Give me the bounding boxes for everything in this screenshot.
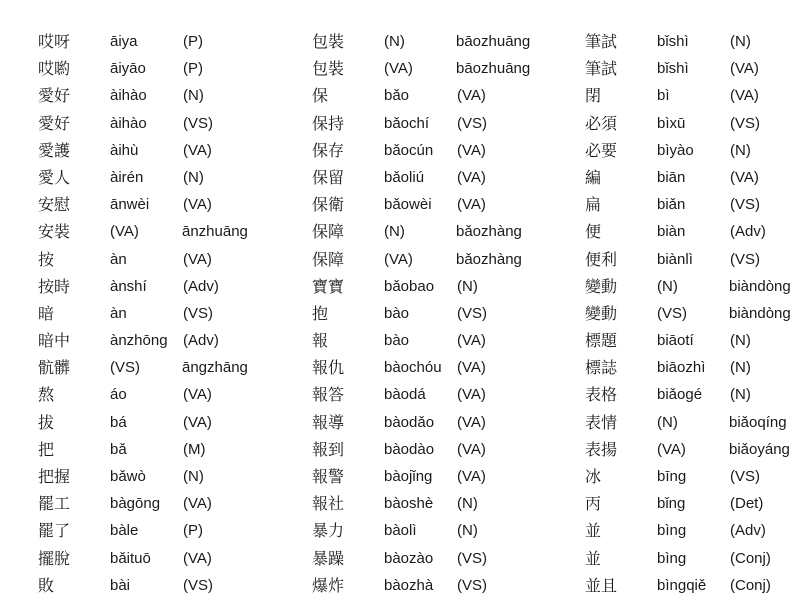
entry-part-of-speech: (N) — [730, 332, 751, 350]
entry-chinese: 哎喲 — [38, 59, 71, 79]
vocab-entry — [312, 113, 522, 140]
entry-pinyin: ānzhuāng — [182, 223, 248, 241]
entry-chinese: 變動 — [585, 303, 618, 323]
vocab-entry — [312, 575, 522, 602]
vocab-entry — [312, 520, 522, 547]
entry-part-of-speech: (VS) — [730, 468, 760, 485]
vocab-entry — [312, 548, 522, 575]
entry-pinyin: bǎochí — [384, 114, 430, 132]
vocab-entry — [585, 113, 795, 140]
vocab-entry — [38, 276, 248, 303]
entry-chinese: 包裝 — [312, 32, 345, 51]
entry-pinyin-group — [657, 276, 791, 298]
entry-chinese: 爆炸 — [312, 575, 345, 595]
entry-pinyin: àihào — [110, 114, 147, 132]
entry-chinese: 愛好 — [38, 86, 71, 106]
entry-pinyin: biànlì — [657, 250, 693, 268]
entry-part-of-speech: (VS) — [730, 114, 760, 132]
entry-part-of-speech: (Adv) — [183, 332, 219, 350]
entry-part-of-speech: (VS) — [657, 304, 687, 322]
entry-pinyin: bàolì — [384, 522, 417, 540]
vocab-entry — [585, 85, 795, 112]
entry-chinese: 擺脫 — [38, 548, 71, 568]
vocab-entry — [585, 58, 795, 85]
entry-chinese: 熬 — [38, 385, 55, 405]
entry-pinyin-group — [384, 58, 531, 80]
entry-pinyin: bàle — [110, 522, 139, 540]
entry-chinese: 必須 — [585, 113, 618, 133]
entry-part-of-speech: (VA) — [730, 168, 759, 186]
entry-pinyin: biàn — [657, 223, 686, 241]
entry-part-of-speech: (VA) — [384, 60, 413, 78]
entry-chinese: 表情 — [585, 412, 618, 432]
entry-part-of-speech: (VA) — [183, 386, 212, 404]
entry-chinese: 愛人 — [38, 167, 71, 187]
entry-chinese: 閉 — [585, 86, 602, 106]
entry-pinyin: bàojǐng — [384, 468, 433, 485]
entry-part-of-speech: (VA) — [183, 196, 212, 214]
vocab-entry — [585, 384, 795, 411]
entry-part-of-speech: (VS) — [730, 196, 760, 214]
vocab-entry — [38, 330, 248, 357]
entry-part-of-speech: (VA) — [183, 495, 212, 513]
entry-part-of-speech: (Conj) — [730, 576, 771, 594]
vocab-entry — [38, 439, 248, 466]
vocab-entry — [38, 249, 248, 276]
entry-part-of-speech: (N) — [384, 33, 405, 50]
vocab-entry — [38, 357, 248, 384]
entry-pinyin: bǎoliú — [384, 168, 425, 186]
entry-part-of-speech: (VS) — [183, 114, 213, 132]
entry-chinese: 罷工 — [38, 494, 71, 514]
entry-pinyin: bàgōng — [110, 495, 161, 513]
entry-chinese: 變動 — [585, 276, 618, 296]
entry-pinyin: bǎowèi — [384, 196, 432, 214]
entry-pinyin: bàozhà — [384, 576, 434, 594]
entry-chinese: 標題 — [585, 331, 618, 351]
entry-chinese: 暴力 — [312, 521, 345, 541]
vocab-entry — [585, 221, 795, 248]
entry-part-of-speech: (VS) — [183, 304, 213, 322]
vocab-entry — [312, 412, 522, 439]
entry-part-of-speech: (N) — [730, 33, 751, 50]
vocab-entry — [312, 493, 522, 520]
vocab-entry — [585, 520, 795, 547]
entry-part-of-speech: (N) — [183, 87, 204, 105]
vocab-entry — [312, 221, 522, 248]
entry-part-of-speech: (VS) — [730, 250, 760, 268]
vocab-entry — [38, 140, 248, 167]
entry-chinese: 報 — [312, 331, 329, 351]
entry-pinyin: bīng — [657, 468, 687, 485]
entry-pinyin: ānwèi — [110, 196, 150, 214]
entry-chinese: 報到 — [312, 439, 345, 459]
entry-part-of-speech: (VA) — [457, 386, 486, 404]
entry-part-of-speech: (N) — [457, 277, 478, 295]
entry-chinese: 保障 — [312, 249, 345, 269]
entry-part-of-speech: (VA) — [183, 413, 212, 431]
entry-pinyin: biàndòng — [729, 277, 791, 295]
entry-pinyin: āiyāo — [110, 60, 146, 78]
entry-pinyin: bìng — [657, 522, 687, 540]
entry-pinyin: bǐshì — [657, 60, 689, 78]
entry-part-of-speech: (VA) — [457, 332, 486, 350]
entry-pinyin: bì — [657, 87, 670, 105]
vocab-entry — [312, 249, 522, 276]
entry-part-of-speech: (VA) — [457, 440, 486, 458]
entry-part-of-speech: (VA) — [183, 250, 212, 268]
entry-pinyin: bǎwò — [110, 468, 146, 485]
vocab-entry — [38, 221, 248, 248]
entry-part-of-speech: (VA) — [183, 141, 212, 159]
entry-part-of-speech: (N) — [730, 359, 751, 377]
vocab-entry — [585, 194, 795, 221]
entry-pinyin: àn — [110, 304, 127, 322]
entry-pinyin: bài — [110, 576, 131, 594]
entry-part-of-speech: (VA) — [457, 87, 486, 105]
vocab-entry — [312, 85, 522, 112]
entry-chinese: 筆試 — [585, 59, 618, 79]
vocab-entry — [312, 439, 522, 466]
entry-pinyin-group — [657, 303, 791, 325]
entry-pinyin: bǎ — [110, 440, 127, 458]
entry-chinese: 並 — [585, 521, 602, 541]
entry-pinyin: āngzhāng — [182, 359, 248, 377]
entry-chinese: 愛好 — [38, 113, 71, 133]
vocab-entry — [312, 140, 522, 167]
vocab-entry — [585, 140, 795, 167]
entry-part-of-speech: (N) — [657, 413, 678, 431]
entry-part-of-speech: (Conj) — [730, 549, 771, 567]
entry-pinyin-group — [657, 412, 787, 434]
entry-chinese: 表揚 — [585, 439, 618, 459]
vocab-entry — [38, 466, 248, 493]
entry-pinyin: àihào — [110, 87, 147, 105]
vocab-entry — [38, 520, 248, 547]
entry-chinese: 保存 — [312, 140, 345, 160]
entry-chinese: 保障 — [312, 222, 345, 242]
vocab-entry — [585, 493, 795, 520]
entry-pinyin-group — [384, 31, 531, 53]
entry-pinyin: bàozào — [384, 549, 434, 567]
entry-part-of-speech: (VA) — [457, 359, 486, 377]
entry-part-of-speech: (Adv) — [183, 277, 219, 295]
entry-chinese: 暗 — [38, 303, 55, 323]
vocab-column-2 — [312, 31, 531, 602]
entry-chinese: 暴躁 — [312, 548, 345, 568]
entry-pinyin: bàodá — [384, 386, 426, 404]
entry-pinyin: bàodào — [384, 440, 435, 458]
entry-part-of-speech: (Adv) — [730, 223, 766, 241]
entry-chinese: 報警 — [312, 467, 345, 486]
entry-pinyin: biǎoyáng — [729, 440, 790, 458]
vocab-entry — [38, 31, 248, 58]
entry-pinyin-group — [110, 357, 248, 379]
entry-part-of-speech: (N) — [183, 468, 204, 485]
entry-pinyin: bǎituō — [110, 549, 151, 567]
entry-pinyin: àn — [110, 250, 127, 268]
entry-pinyin: bǎocún — [384, 141, 434, 159]
entry-chinese: 安裝 — [38, 222, 71, 242]
entry-pinyin: bǎozhàng — [456, 250, 522, 268]
entry-pinyin: bǐshì — [657, 33, 689, 50]
entry-pinyin: bāozhuāng — [456, 33, 531, 50]
entry-pinyin: bàochóu — [384, 359, 442, 377]
entry-pinyin: àirén — [110, 168, 144, 186]
vocab-entry — [38, 167, 248, 194]
entry-pinyin: biǎn — [657, 196, 686, 214]
vocab-entry — [312, 330, 522, 357]
entry-chinese: 並 — [585, 548, 602, 568]
entry-chinese: 便利 — [585, 249, 618, 269]
entry-chinese: 敗 — [38, 575, 55, 595]
vocab-entry — [585, 167, 795, 194]
entry-pinyin: biǎogé — [657, 386, 703, 404]
vocab-entry — [38, 384, 248, 411]
vocab-entry — [585, 276, 795, 303]
entry-part-of-speech: (P) — [183, 522, 203, 540]
vocab-entry — [585, 303, 795, 330]
entry-part-of-speech: (VA) — [457, 141, 486, 159]
entry-pinyin: bào — [384, 304, 410, 322]
entry-pinyin: bá — [110, 413, 127, 431]
entry-part-of-speech: (VS) — [183, 576, 213, 594]
entry-pinyin: āiya — [110, 33, 138, 50]
entry-pinyin-group — [384, 249, 522, 271]
entry-chinese: 表格 — [585, 385, 618, 405]
entry-chinese: 丙 — [585, 494, 602, 514]
entry-part-of-speech: (VA) — [183, 549, 212, 567]
entry-chinese: 按 — [38, 249, 55, 269]
entry-part-of-speech: (P) — [183, 60, 203, 78]
vocab-entry — [38, 194, 248, 221]
vocab-entry — [38, 493, 248, 520]
entry-pinyin: ànshí — [110, 277, 147, 295]
entry-pinyin: bāozhuāng — [456, 60, 531, 78]
entry-part-of-speech: (VA) — [457, 196, 486, 214]
entry-part-of-speech: (VS) — [457, 549, 487, 567]
entry-part-of-speech: (VA) — [110, 223, 139, 241]
entry-pinyin: bìyào — [657, 141, 694, 159]
entry-chinese: 必要 — [585, 140, 618, 160]
entry-pinyin: bàodǎo — [384, 413, 435, 431]
entry-part-of-speech: (N) — [457, 522, 478, 540]
vocab-entry — [585, 31, 795, 58]
vocab-entry — [585, 439, 795, 466]
vocab-entry — [312, 276, 522, 303]
entry-chinese: 暗中 — [38, 331, 71, 351]
entry-part-of-speech: (VA) — [457, 168, 486, 186]
entry-chinese: 保留 — [312, 167, 345, 187]
entry-pinyin: bǐng — [657, 495, 686, 513]
entry-pinyin-group — [110, 221, 248, 243]
vocab-entry — [585, 412, 795, 439]
vocab-entry — [38, 113, 248, 140]
entry-pinyin: bàoshè — [384, 495, 434, 513]
entry-part-of-speech: (VA) — [657, 440, 686, 458]
vocab-entry — [312, 357, 522, 384]
entry-pinyin: biāozhì — [657, 359, 706, 377]
entry-chinese: 扁 — [585, 195, 602, 215]
entry-chinese: 冰 — [585, 467, 602, 486]
entry-pinyin: bǎozhàng — [456, 223, 522, 241]
vocab-entry — [585, 466, 795, 493]
entry-part-of-speech: (VS) — [457, 304, 487, 322]
entry-part-of-speech: (N) — [384, 223, 405, 241]
vocab-entry — [312, 58, 531, 85]
vocab-entry — [312, 194, 522, 221]
entry-chinese: 報社 — [312, 494, 345, 514]
entry-part-of-speech: (VA) — [384, 250, 413, 268]
entry-chinese: 保 — [312, 86, 329, 106]
entry-chinese: 便 — [585, 222, 602, 242]
vocab-entry — [585, 575, 795, 602]
entry-part-of-speech: (N) — [183, 168, 204, 186]
entry-chinese: 報仇 — [312, 358, 345, 378]
vocab-entry — [312, 384, 522, 411]
vocab-entry — [585, 357, 795, 384]
vocab-column-1 — [38, 31, 248, 602]
entry-part-of-speech: (VA) — [457, 413, 486, 431]
vocab-entry — [585, 330, 795, 357]
entry-chinese: 保持 — [312, 113, 345, 133]
entry-pinyin: biān — [657, 168, 686, 186]
entry-part-of-speech: (Adv) — [730, 522, 766, 540]
entry-chinese: 罷了 — [38, 521, 71, 541]
entry-pinyin: bǎo — [384, 87, 410, 105]
entry-part-of-speech: (N) — [657, 277, 678, 295]
entry-pinyin: bìxū — [657, 114, 686, 132]
vocab-entry — [38, 575, 248, 602]
entry-pinyin: biāotí — [657, 332, 694, 350]
entry-part-of-speech: (P) — [183, 33, 203, 50]
entry-chinese: 安慰 — [38, 195, 71, 215]
entry-chinese: 筆試 — [585, 32, 618, 51]
vocab-entry — [38, 548, 248, 575]
entry-pinyin: bǎobao — [384, 277, 435, 295]
entry-part-of-speech: (M) — [183, 440, 206, 458]
vocab-entry — [312, 303, 522, 330]
entry-chinese: 編 — [585, 167, 602, 187]
entry-pinyin: bìng — [657, 549, 687, 567]
vocab-column-3 — [585, 31, 795, 602]
vocab-entry — [38, 303, 248, 330]
vocab-entry — [38, 85, 248, 112]
entry-chinese: 寶寶 — [312, 276, 345, 296]
entry-chinese: 報答 — [312, 385, 345, 405]
entry-pinyin: ànzhōng — [110, 332, 168, 350]
entry-part-of-speech: (VS) — [110, 359, 140, 377]
entry-part-of-speech: (VA) — [730, 60, 759, 78]
entry-part-of-speech: (Det) — [730, 495, 764, 513]
entry-chinese: 把 — [38, 439, 55, 459]
vocab-entry — [585, 548, 795, 575]
entry-pinyin: áo — [110, 386, 127, 404]
entry-chinese: 抱 — [312, 303, 329, 323]
vocab-entry — [312, 31, 531, 58]
entry-pinyin-group — [384, 221, 522, 243]
entry-pinyin-group — [657, 439, 790, 461]
entry-part-of-speech: (VS) — [457, 114, 487, 132]
entry-chinese: 保衛 — [312, 195, 345, 215]
entry-part-of-speech: (VS) — [457, 576, 487, 594]
entry-chinese: 包裝 — [312, 59, 345, 79]
entry-chinese: 拔 — [38, 412, 55, 432]
entry-chinese: 標誌 — [585, 358, 618, 378]
entry-chinese: 按時 — [38, 276, 71, 296]
entry-part-of-speech: (VA) — [457, 468, 486, 485]
entry-pinyin: bìngqiě — [657, 576, 707, 594]
vocab-entry — [38, 412, 248, 439]
vocab-entry — [38, 58, 248, 85]
entry-part-of-speech: (N) — [730, 386, 751, 404]
entry-part-of-speech: (N) — [457, 495, 478, 513]
entry-chinese: 報導 — [312, 412, 345, 432]
entry-pinyin: àihù — [110, 141, 139, 159]
entry-part-of-speech: (VA) — [730, 87, 759, 105]
entry-part-of-speech: (N) — [730, 141, 751, 159]
entry-chinese: 骯髒 — [38, 358, 71, 378]
entry-chinese: 愛護 — [38, 140, 71, 160]
vocab-entry — [585, 249, 795, 276]
entry-pinyin: biǎoqíng — [729, 413, 787, 431]
vocab-entry — [312, 466, 522, 493]
entry-chinese: 哎呀 — [38, 32, 71, 51]
entry-chinese: 把握 — [38, 467, 71, 486]
entry-pinyin: biàndòng — [729, 304, 791, 322]
vocab-entry — [312, 167, 522, 194]
entry-pinyin: bào — [384, 332, 410, 350]
entry-chinese: 並且 — [585, 575, 618, 595]
